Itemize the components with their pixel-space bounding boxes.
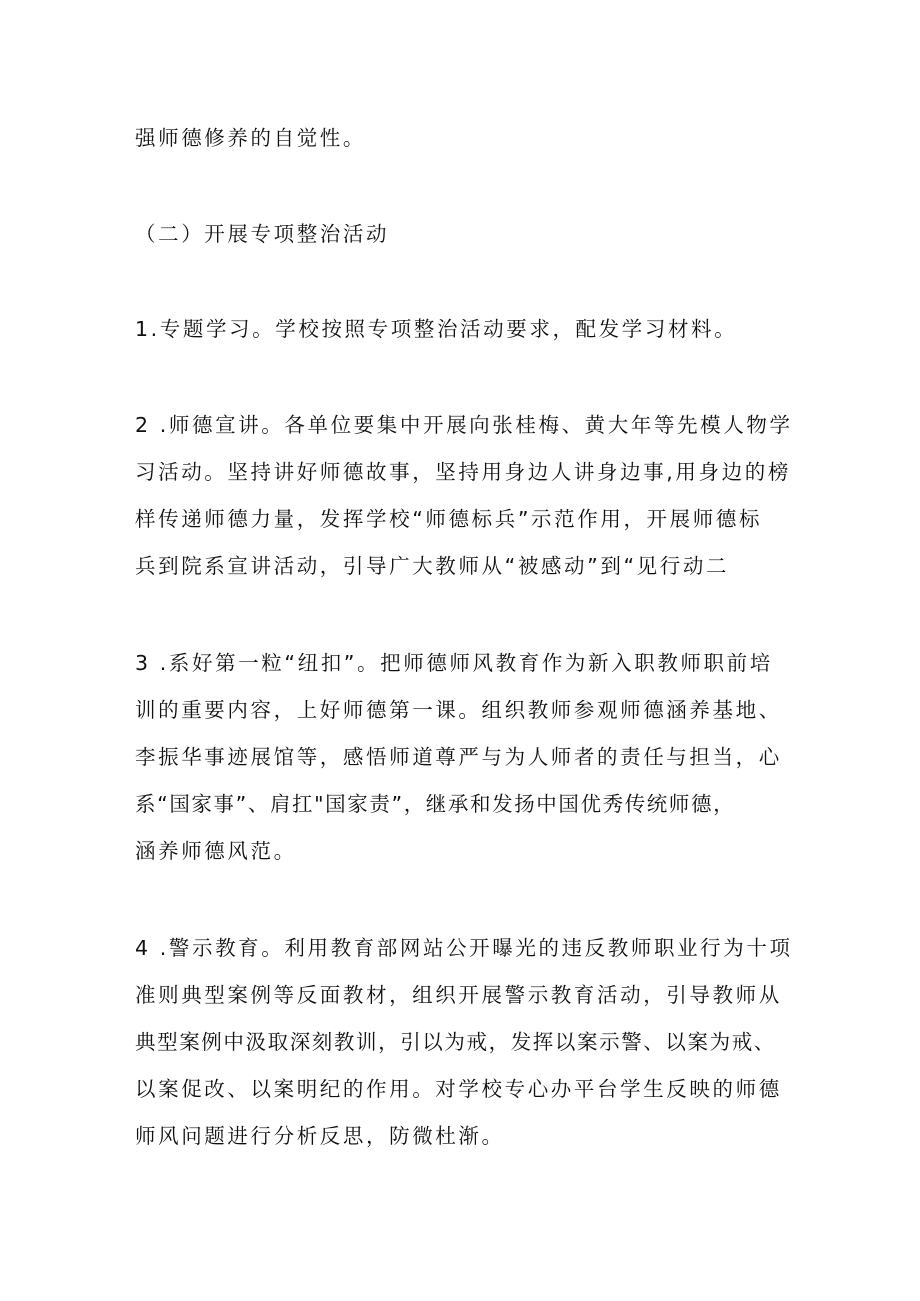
item-2-line-2: 习活动。坚持讲好师德故事，坚持用身边人讲身边事,用身边的榜 — [135, 460, 791, 484]
item-3-line-3: 李振华事迹展馆等，感悟师道尊严与为人师者的责任与担当，心 — [135, 745, 782, 769]
item-2-line-3: 样传递师德力量，发挥学校“师德标兵”示范作用，开展师德标 — [135, 507, 763, 531]
item-4-line-3: 典型案例中汲取深刻教训，引以为戒，发挥以案示警、以案为戒、 — [135, 1030, 776, 1054]
item-3-line-5: 涵养师德风范。 — [135, 839, 297, 863]
item-1-line-1: 1.专题学习。学校按照专项整治活动要求，配发学习材料。 — [135, 317, 738, 341]
item-4-line-2: 准则典型案例等反面教材，组织开展警示教育活动，引导教师从 — [135, 983, 782, 1007]
item-3-line-1: 3 .系好第一粒“纽扣”。把师德师风教育作为新入职教师职前培 — [135, 651, 773, 675]
section-heading: （二）开展专项整治活动 — [135, 222, 390, 246]
item-2-line-1: 2 .师德宣讲。各单位要集中开展向张桂梅、黄大年等先模人物学 — [135, 413, 793, 437]
item-4-line-4: 以案促改、以案明纪的作用。对学校专心办平台学生反映的师德 — [135, 1077, 782, 1101]
item-4-line-5: 师风问题进行分析反思，防微杜渐。 — [135, 1124, 505, 1148]
paragraph-carryover: 强师德修养的自觉性。 — [135, 126, 366, 150]
item-4-line-1: 4 .警示教育。利用教育部网站公开曝光的违反教师职业行为十项 — [135, 936, 793, 960]
item-3-line-2: 训的重要内容，上好师德第一课。组织教师参观师德涵养基地、 — [135, 698, 782, 722]
item-2-line-4: 兵到院系宣讲活动，引导广大教师从“被感动”到“见行动二 — [135, 554, 730, 578]
item-3-line-4: 系“国家事”、肩扛"国家责”，继承和发扬中国优秀传统师德， — [135, 792, 736, 816]
